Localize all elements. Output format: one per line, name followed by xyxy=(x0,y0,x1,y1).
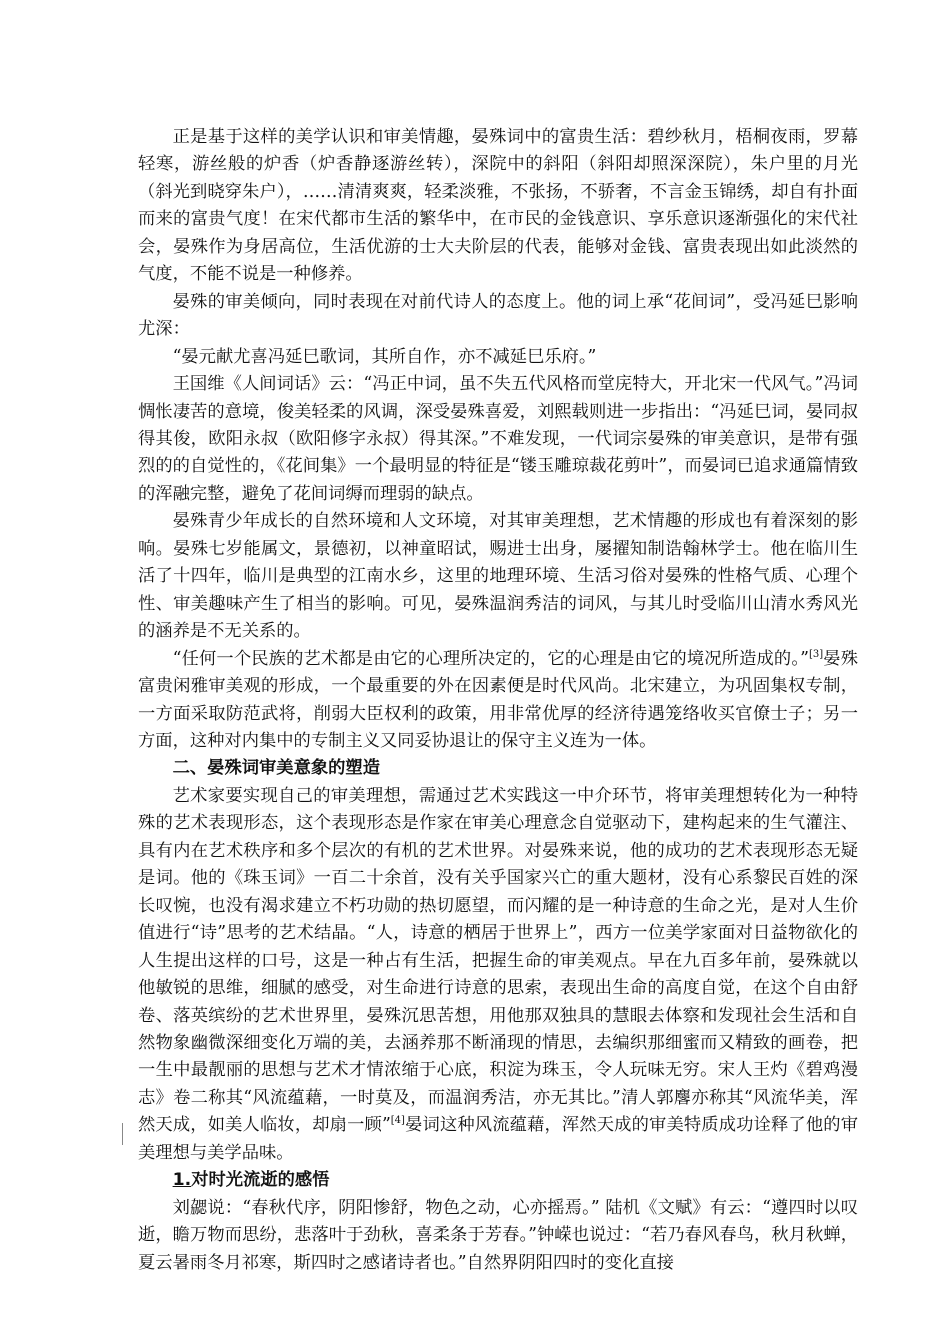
quotation: “晏元献尤喜冯延巳歌词，其所自作，亦不减延巳乐府。” xyxy=(172,346,597,367)
paragraph-text: 艺术家要实现自己的审美理想，需通过艺术实践这一中介环节，将审美理想转化为一种特殊的艺术表现形态，这个表现形态是作家在审美心理意念自觉驱动下，建构起来的生气灌注、具有内在艺术秩序和多个层次的有机的艺术世界。对晏殊来说，他的成功的艺术表现形态无疑是词。他的《珠玉词》一百二十余首，没有关乎国家兴亡的重大题材，没有心系黎民百姓的深长叹惋，也没有渴求建立不朽功勋的热切愿望，而闪耀的是一种诗意的生命之光，是对人生价值进行“诗”思考的艺术结晶。“人，诗意的栖居于世界上”，西方一位美学家面对日益物欲化的人生提出这样的口号，这是一种占有生活，把握生命的审美观点。早在九百多年前，晏殊就以他敏锐的思维，细腻的感受，对生命进行诗意的思索，表现出生命的高度自觉，在这个自由舒卷、落英缤纷的艺术世界里，晏殊沉思苦想，用他那双独具的慧眼去体察和发现社会生活和自然物象幽微深细变化万端的美，去涵养那不断涌现的情思，去编织那细蜜而又精致的画卷，把一生中最靓丽的思想与艺术才情浓缩于心底，积淀为珠玉，令人玩味无穷。宋人王灼《碧鸡漫志》卷二称其“风流蕴藉，一时莫及，而温润秀洁，亦无其比。”清人郭麐亦称其“风流华美，浑然天成，如美人临妆，却扇一顾” xyxy=(138,785,858,1136)
subsection-heading xyxy=(138,1167,858,1194)
paragraph xyxy=(138,646,858,756)
margin-marker xyxy=(122,1123,123,1145)
paragraph xyxy=(138,783,858,1167)
subsection-number: 1. xyxy=(172,1170,192,1191)
paragraph: 晏殊的审美倾向，同时表现在对前代诗人的态度上。他的词上承“花间词”，受冯延巳影响尤深： xyxy=(138,291,858,340)
paragraph: 刘勰说：“春秋代序，阴阳惨舒，物色之动，心亦摇焉。” 陆机《文赋》有云：“遵四时以叹逝，瞻万物而思纷，悲落叶于劲秋，喜柔条于芳春。”钟嵘也说过：“若乃春风春鸟，秋月秋蝉，夏云暑雨冬月祁寒，斯四时之感诸诗者也。”自然界阴阳四时的变化直接 xyxy=(138,1197,858,1273)
document-page xyxy=(138,124,858,1277)
citation-4: [4] xyxy=(390,1115,405,1127)
citation-3: [3] xyxy=(808,648,824,660)
paragraph: 晏殊青少年成长的自然环境和人文环境，对其审美理想，艺术情趣的形成也有着深刻的影响。晏殊七岁能属文，景德初，以神童昭试，赐进士出身，屡擢知制诰翰林学士。他在临川生活了十四年，临川是典型的江南水乡，这里的地理环境、生活习俗对晏殊的性格气质、心理个性、审美趣味产生了相当的影响。可见，晏殊温润秀洁的词风，与其儿时受临川山清水秀风光的涵养是不无关系的。 xyxy=(138,511,858,642)
section-heading: 二、晏殊词审美意象的塑造 xyxy=(172,758,380,779)
paragraph-text: 晏词这种风流蕴藉，浑然天成的审美特质成功诠释了他的审美理想与美学品味。 xyxy=(138,1115,858,1163)
subsection-title: 对时光流逝的感悟 xyxy=(191,1170,330,1191)
paragraph-text: 晏殊富贵闲雅审美观的形成，一个最重要的外在因素便是时代风尚。北宋建立，为巩固集权专制，一方面采取防范武将，削弱大臣权利的政策，用非常优厚的经济待遇笼络收买官僚士子；另一方面，这种对内集中的专制主义又同妥协退让的保守主义连为一体。 xyxy=(138,648,858,751)
paragraph: 王国维《人间词话》云：“冯正中词，虽不失五代风格而堂庑特大，开北宋一代风气。”冯词惆怅凄苦的意境，俊美轻柔的风调，深受晏殊喜爱，刘熙载则进一步指出：“冯延巳词，晏同叔得其俊，欧阳永叔（欧阳修字永叔）得其深。”不难发现，一代词宗晏殊的审美意识，是带有强烈的的自觉性的，《花间集》一个最明显的特征是“镂玉雕琼裁花剪叶”，而晏词已追求通篇情致的浑融完整，避免了花间词缛而理弱的缺点。 xyxy=(138,374,858,504)
paragraph-text: “任何一个民族的艺术都是由它的心理所决定的，它的心理是由它的境况所造成的。” xyxy=(172,648,809,669)
paragraph: 正是基于这样的美学认识和审美情趣，晏殊词中的富贵生活：碧纱秋月，梧桐夜雨，罗幕轻寒，游丝般的炉香（炉香静逐游丝转），深院中的斜阳（斜阳却照深深院），朱户里的月光（斜光到晓穿朱户），……清清爽爽，轻柔淡雅，不张扬，不骄奢，不言金玉锦绣，却自有扑面而来的富贵气度！在宋代都市生活的繁华中，在市民的金钱意识、享乐意识逐渐强化的宋代社会，晏殊作为身居高位，生活优游的士大夫阶层的代表，能够对金钱、富贵表现出如此淡然的气度，不能不说是一种修养。 xyxy=(138,127,858,285)
